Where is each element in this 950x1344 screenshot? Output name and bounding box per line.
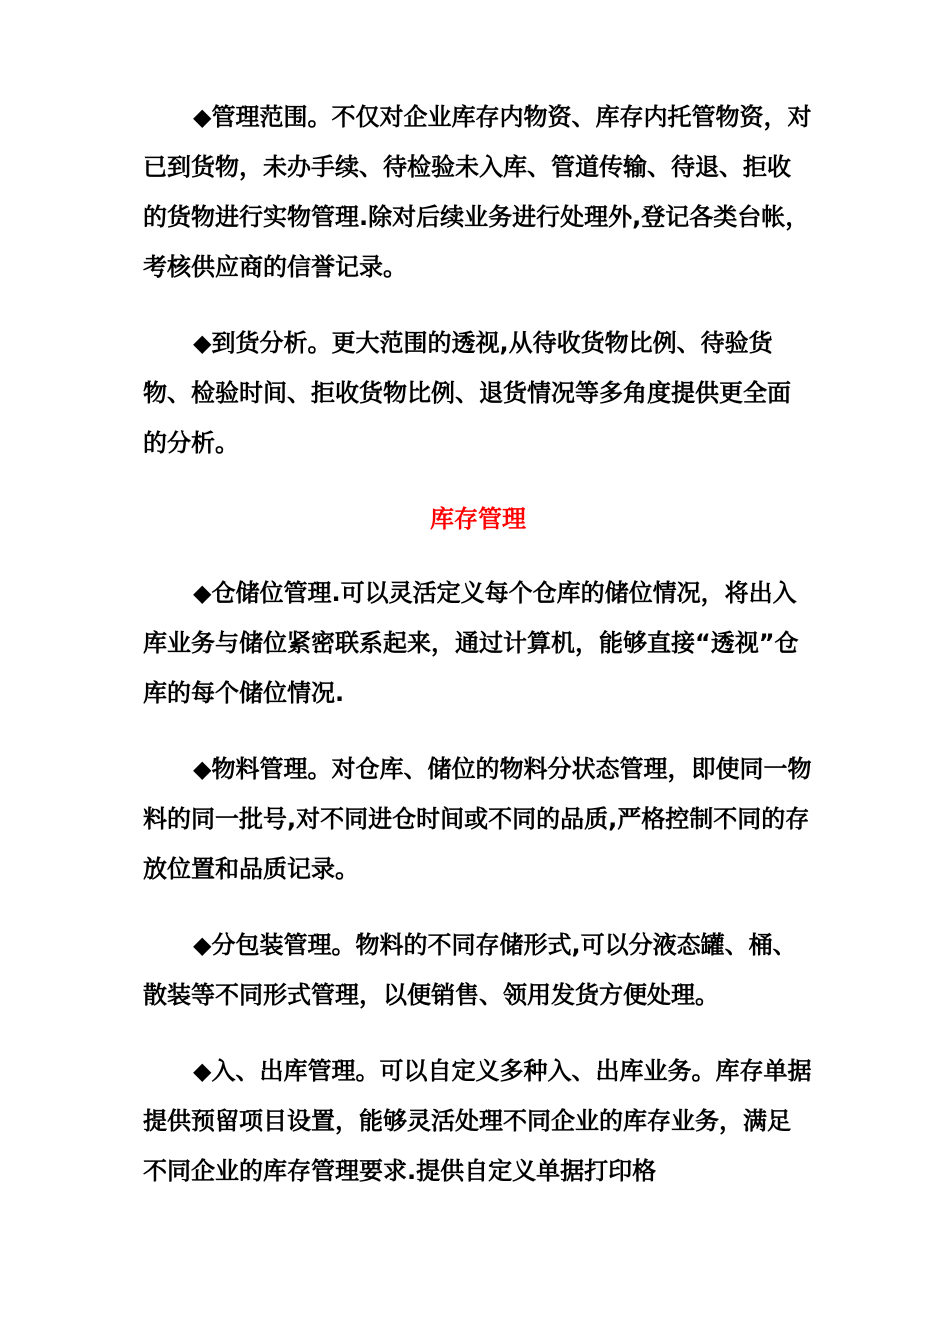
paragraph-management-scope: ◆管理范围。不仅对企业库存内物资、库存内托管物资，对已到货物，未办手续、待检验未入库、管道传输、待退、拒收的货物进行实物管理.除对后续业务进行处理外,登记各类台帐，考核供应商的信誉记录。: [143, 103, 812, 281]
paragraph-storage-location: ◆仓储位管理.可以灵活定义每个仓库的储位情况，将出入库业务与储位紧密联系起来，通过计算机，能够直接“透视”仓库的每个储位情况.: [143, 579, 799, 707]
section-heading-inventory-management: 库存管理: [430, 505, 526, 533]
paragraph-in-out-management: ◆入、出库管理。可以自定义多种入、出库业务。库存单据提供预留项目设置，能够灵活处理不同企业的库存业务，满足不同企业的库存管理要求.提供自定义单据打印格: [143, 1057, 812, 1185]
document-body: [143, 92, 813, 1222]
paragraph-arrival-analysis: ◆到货分析。更大范围的透视,从待收货物比例、待验货物、检验时间、拒收货物比例、退货情况等多角度提供更全面的分析。: [143, 329, 791, 457]
paragraph-material-management: ◆物料管理。对仓库、储位的物料分状态管理，即使同一物料的同一批号,对不同进仓时间或不同的品质,严格控制不同的存放位置和品质记录。: [143, 755, 812, 883]
paragraph-packaging-management: ◆分包装管理。物料的不同存储形式,可以分液态罐、桶、散装等不同形式管理，以便销售、领用发货方便处理。: [143, 931, 797, 1009]
